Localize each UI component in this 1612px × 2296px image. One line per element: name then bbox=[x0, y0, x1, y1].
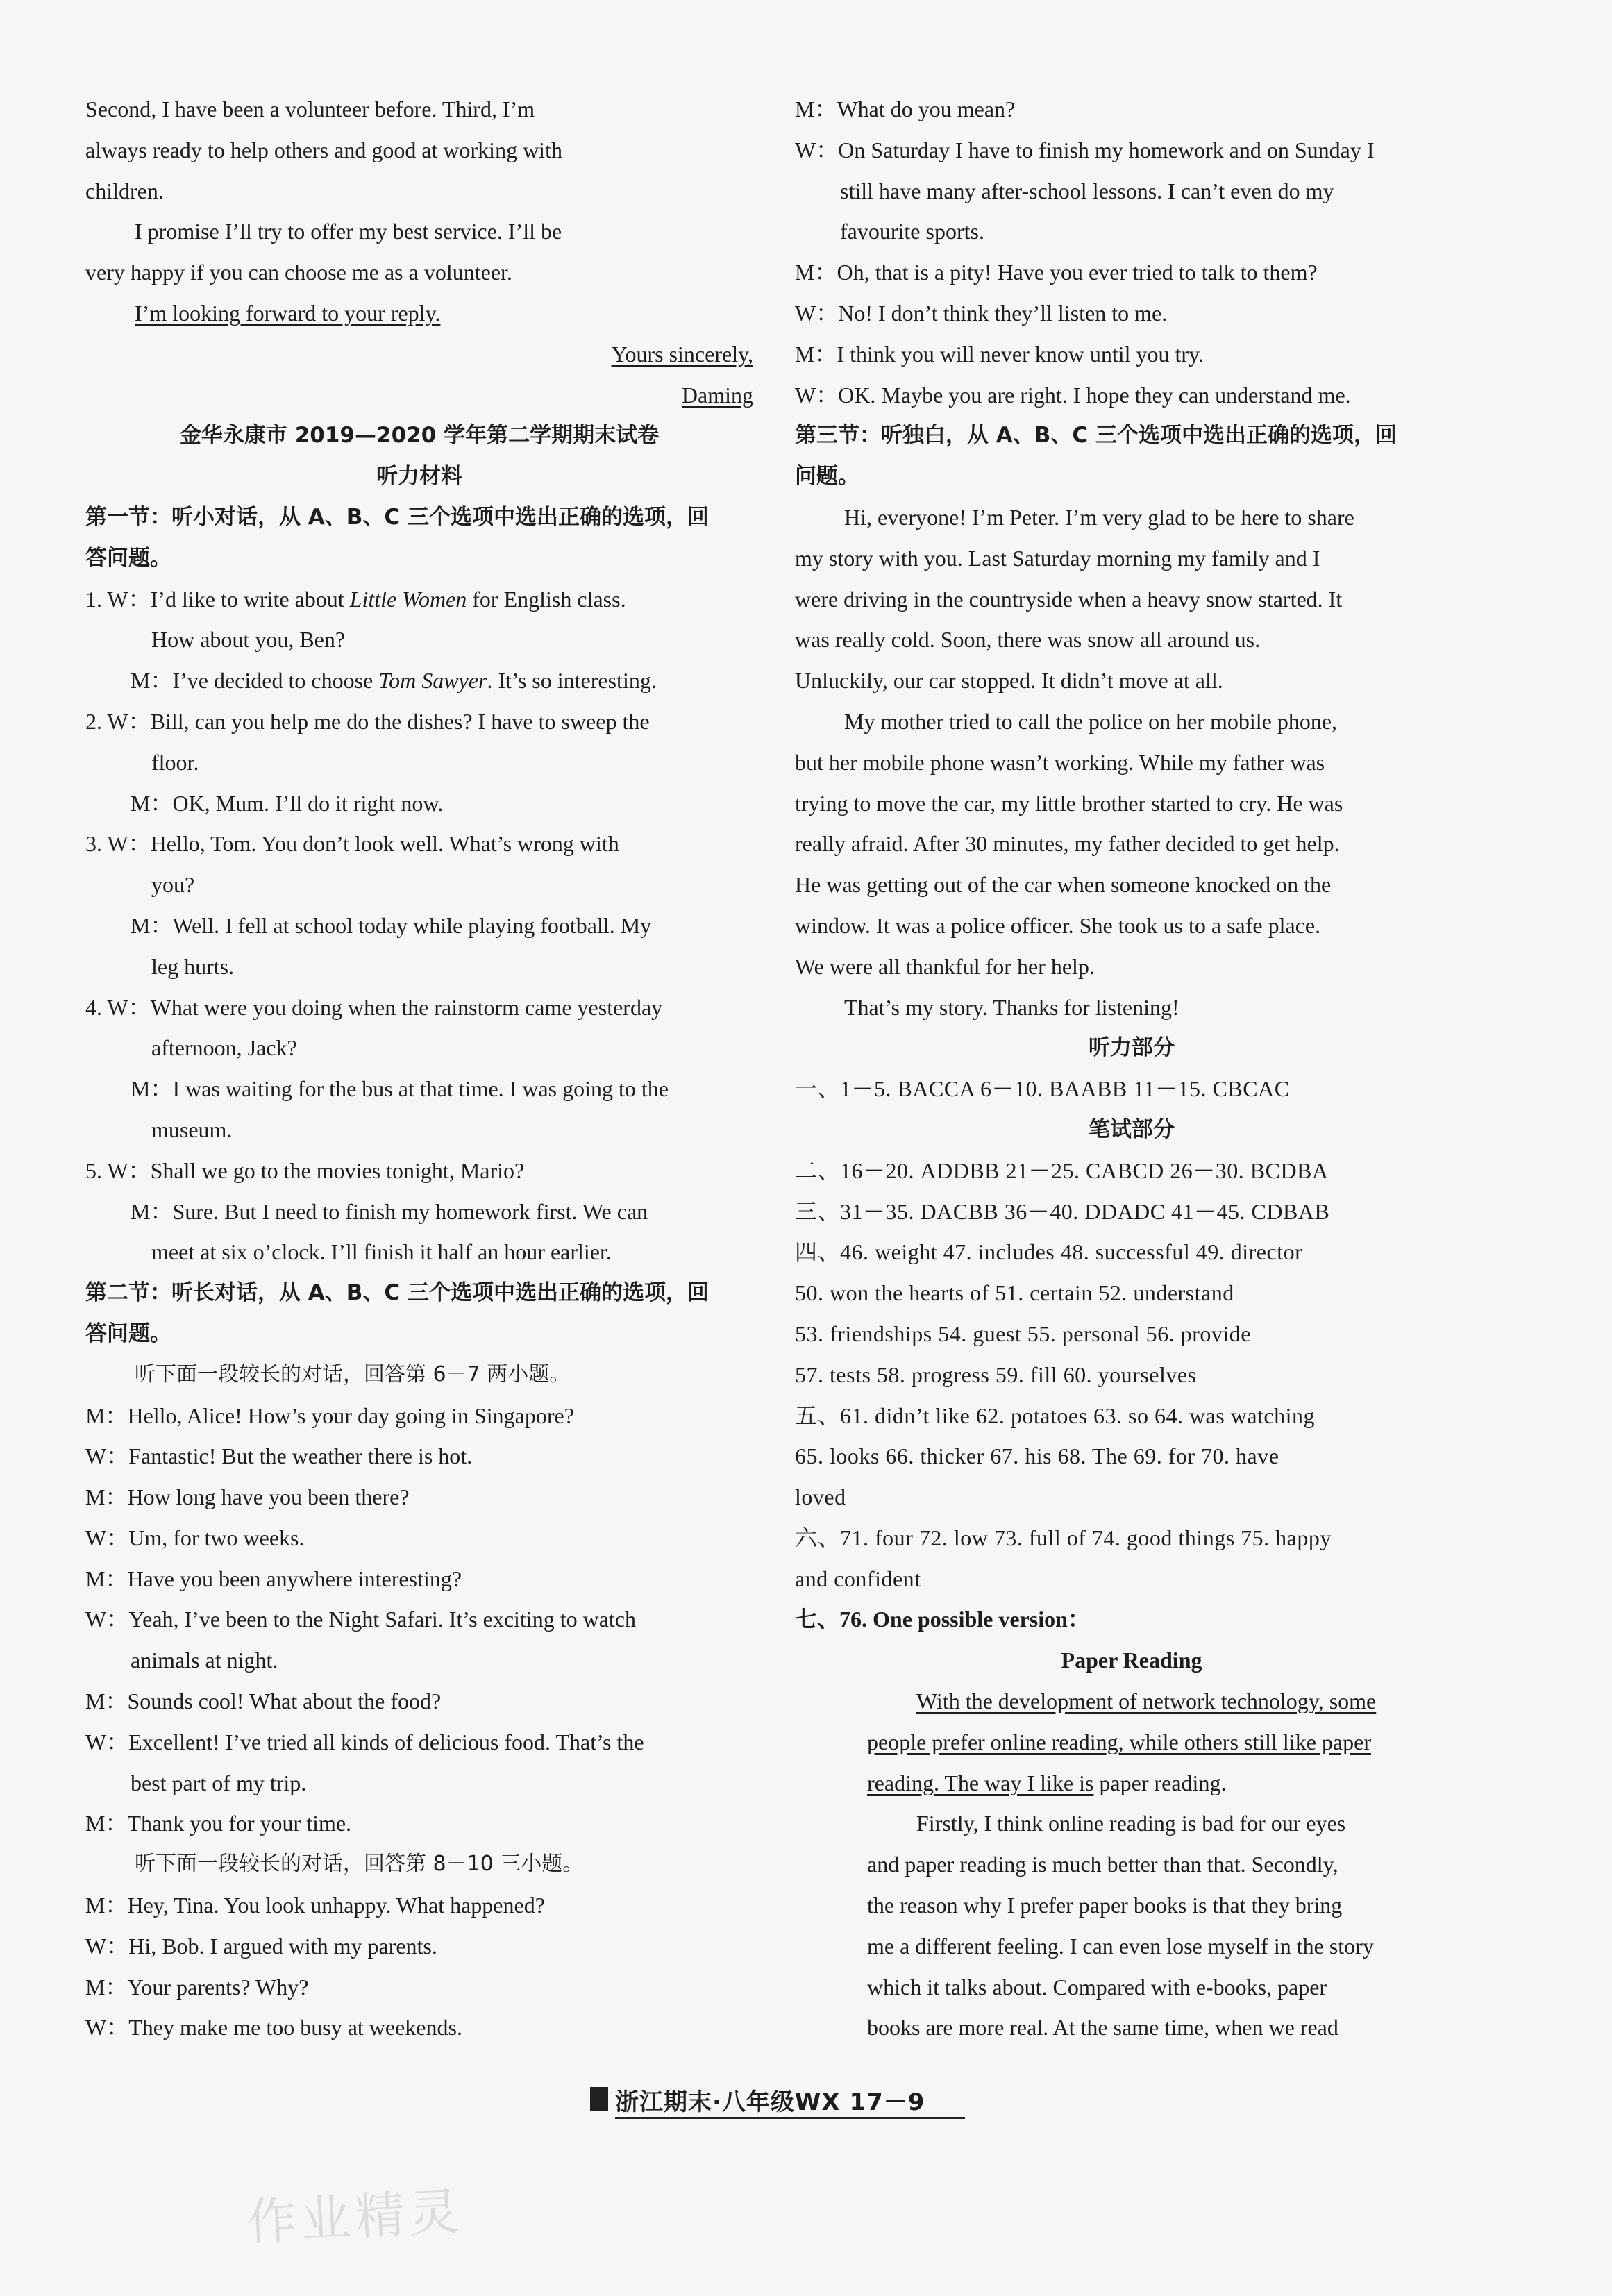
footer-text: 浙江期末·八年级WX 17－9 bbox=[615, 2088, 925, 2116]
text-line: Second, I have been a volunteer before. Third, I’m bbox=[85, 97, 535, 121]
section-header: 答问题。 bbox=[85, 1321, 171, 1346]
left-column bbox=[85, 89, 753, 2048]
part-title: 笔试部分 bbox=[1089, 1116, 1175, 1142]
essay-line: With the development of network technology, some bbox=[916, 1689, 1377, 1714]
monologue-line: really afraid. After 30 minutes, my father decided to get help. bbox=[795, 831, 1340, 857]
question-line: 1. W：I’d like to write about Little Women for English class. bbox=[85, 586, 626, 612]
dialog-line: still have many after-school lessons. I can’t even do my bbox=[840, 178, 1334, 203]
answer-line: 六、71. four 72. low 73. full of 74. good things 75. happy bbox=[795, 1525, 1332, 1550]
dialog-line: animals at night. bbox=[131, 1648, 278, 1673]
question-line: 2. W：Bill, can you help me do the dishes? I have to sweep the bbox=[85, 708, 650, 734]
monologue-line: trying to move the car, my little brother started to cry. He was bbox=[795, 790, 1343, 816]
question-line: M：I was waiting for the bus at that time. I was going to the bbox=[131, 1076, 669, 1102]
answer-line: 一、1－5. BACCA 6－10. BAABB 11－15. CBCAC bbox=[795, 1076, 1290, 1102]
dialog-line: W：They make me too busy at weekends. bbox=[85, 2015, 462, 2041]
dialog-line: best part of my trip. bbox=[131, 1770, 307, 1795]
monologue-line: my story with you. Last Saturday morning my family and I bbox=[795, 545, 1320, 571]
monologue-line: My mother tried to call the police on her mobile phone, bbox=[844, 708, 1338, 734]
monologue-line: Unluckily, our car stopped. It didn’t move at all. bbox=[795, 668, 1223, 694]
dialog-line: M：What do you mean? bbox=[795, 97, 1016, 121]
watermark: 作业精灵 bbox=[245, 2181, 465, 2252]
text-line: very happy if you can choose me as a volunteer. bbox=[85, 260, 512, 285]
section-header: 第二节：听长对话，从 A、B、C 三个选项中选出正确的选项，回 bbox=[85, 1280, 709, 1306]
dialog-line: M：Hello, Alice! How’s your day going in Singapore? bbox=[85, 1402, 574, 1428]
essay-line: reading. The way I like is paper reading. bbox=[867, 1770, 1227, 1795]
answer-line: and confident bbox=[795, 1566, 921, 1591]
dialog-intro: 听下面一段较长的对话，回答第 8－10 三小题。 bbox=[135, 1852, 584, 1877]
dialog-line: M：How long have you been there? bbox=[85, 1484, 410, 1510]
answer-line: 四、46. weight 47. includes 48. successful 49. director bbox=[795, 1239, 1303, 1265]
text-line: I promise I’ll try to offer my best service. I’ll be bbox=[135, 219, 562, 244]
essay-line: and paper reading is much better than that. Secondly, bbox=[867, 1852, 1338, 1877]
exam-subtitle: 听力材料 bbox=[376, 464, 462, 489]
dialog-line: W：Fantastic! But the weather there is hot. bbox=[85, 1443, 473, 1469]
exam-title: 金华永康市 2019—2020 学年第二学期期末试卷 bbox=[179, 423, 660, 449]
question-line: M：Well. I fell at school today while playing football. My bbox=[131, 912, 652, 938]
essay-line: books are more real. At the same time, when we read bbox=[867, 2015, 1338, 2041]
footer-block-icon bbox=[590, 2087, 608, 2111]
monologue-line: were driving in the countryside when a heavy snow started. It bbox=[795, 586, 1343, 612]
question-line: leg hurts. bbox=[151, 953, 235, 979]
monologue-line: but her mobile phone wasn’t working. While my father was bbox=[795, 749, 1325, 775]
answer-line: loved bbox=[795, 1484, 846, 1510]
monologue-line: was really cold. Soon, there was snow all around us. bbox=[795, 627, 1261, 653]
question-line: you? bbox=[151, 872, 195, 898]
dialog-line: M：Sounds cool! What about the food? bbox=[85, 1689, 442, 1714]
dialog-line: M：Hey, Tina. You look unhappy. What happened? bbox=[85, 1893, 545, 1918]
monologue-line: He was getting out of the car when someone knocked on the bbox=[795, 872, 1332, 898]
dialog-line: W：OK. Maybe you are right. I hope they can understand me. bbox=[795, 382, 1351, 408]
footer-rule bbox=[615, 2117, 965, 2119]
question-line: floor. bbox=[151, 749, 199, 775]
monologue-line: We were all thankful for her help. bbox=[795, 953, 1095, 979]
section-header: 第三节：听独白，从 A、B、C 三个选项中选出正确的选项，回 bbox=[795, 423, 1397, 449]
dialog-line: W：Yeah, I’ve been to the Night Safari. It’s exciting to watch bbox=[85, 1607, 636, 1632]
dialog-line: M：Oh, that is a pity! Have you ever tried to talk to them? bbox=[795, 260, 1318, 285]
essay-title: Paper Reading bbox=[1061, 1648, 1202, 1673]
section-header: 答问题。 bbox=[85, 545, 171, 571]
question-line: M：Sure. But I need to finish my homework first. We can bbox=[131, 1198, 648, 1224]
dialog-line: M：Have you been anywhere interesting? bbox=[85, 1566, 462, 1591]
answer-line: 65. looks 66. thicker 67. his 68. The 69. for 70. have bbox=[795, 1443, 1279, 1469]
monologue-line: Hi, everyone! I’m Peter. I’m very glad to be here to share bbox=[844, 504, 1354, 530]
answer-line: 50. won the hearts of 51. certain 52. understand bbox=[795, 1280, 1234, 1306]
answer-line: 七、76. One possible version： bbox=[795, 1607, 1090, 1632]
question-line: M：OK, Mum. I’ll do it right now. bbox=[131, 790, 444, 816]
essay-line: which it talks about. Compared with e-books, paper bbox=[867, 1974, 1327, 2000]
page-footer bbox=[590, 2080, 965, 2119]
monologue-line: That’s my story. Thanks for listening! bbox=[844, 994, 1179, 1020]
question-line: M：I’ve decided to choose Tom Sawyer. It’s so interesting. bbox=[131, 668, 657, 694]
monologue-line: window. It was a police officer. She took us to a safe place. bbox=[795, 912, 1321, 938]
essay-line: people prefer online reading, while others still like paper bbox=[867, 1729, 1371, 1754]
text-line: always ready to help others and good at working with bbox=[85, 137, 562, 162]
section-header: 问题。 bbox=[795, 464, 859, 489]
question-line: 3. W：Hello, Tom. You don’t look well. What’s wrong with bbox=[85, 831, 619, 857]
question-line: 5. W：Shall we go to the movies tonight, Mario? bbox=[85, 1157, 525, 1183]
question-line: meet at six o’clock. I’ll finish it half an hour earlier. bbox=[151, 1239, 612, 1265]
letter-reply: I’m looking forward to your reply. bbox=[135, 300, 441, 326]
dialog-line: W：No! I don’t think they’ll listen to me. bbox=[795, 300, 1168, 326]
answer-line: 五、61. didn’t like 62. potatoes 63. so 64. was watching bbox=[795, 1402, 1316, 1428]
letter-signature: Daming bbox=[681, 382, 753, 408]
answer-line: 三、31－35. DACBB 36－40. DDADC 41－45. CDBAB bbox=[795, 1198, 1330, 1224]
dialog-line: W：Excellent! I’ve tried all kinds of delicious food. That’s the bbox=[85, 1729, 644, 1754]
text-line: children. bbox=[85, 178, 164, 203]
question-line: afternoon, Jack? bbox=[151, 1035, 297, 1061]
part-title: 听力部分 bbox=[1089, 1035, 1175, 1061]
dialog-line: W：On Saturday I have to finish my homework and on Sunday I bbox=[795, 137, 1375, 162]
dialog-line: W：Um, for two weeks. bbox=[85, 1525, 305, 1550]
dialog-line: W：Hi, Bob. I argued with my parents. bbox=[85, 1933, 437, 1959]
section-header: 第一节：听小对话，从 A、B、C 三个选项中选出正确的选项，回 bbox=[85, 504, 709, 530]
dialog-line: M：I think you will never know until you try. bbox=[795, 341, 1204, 367]
question-line: 4. W：What were you doing when the rainstorm came yesterday bbox=[85, 994, 663, 1020]
dialog-intro: 听下面一段较长的对话，回答第 6－7 两小题。 bbox=[135, 1361, 571, 1386]
right-column bbox=[795, 89, 1468, 2048]
answer-line: 57. tests 58. progress 59. fill 60. yourselves bbox=[795, 1361, 1197, 1387]
essay-line: Firstly, I think online reading is bad for our eyes bbox=[916, 1811, 1346, 1836]
essay-line: me a different feeling. I can even lose myself in the story bbox=[867, 1933, 1374, 1959]
letter-closing: Yours sincerely, bbox=[611, 341, 753, 367]
question-line: How about you, Ben? bbox=[151, 627, 346, 653]
dialog-line: favourite sports. bbox=[840, 219, 984, 244]
dialog-line: M：Your parents? Why? bbox=[85, 1974, 309, 2000]
dialog-line: M：Thank you for your time. bbox=[85, 1811, 352, 1836]
answer-line: 二、16－20. ADDBB 21－25. CABCD 26－30. BCDBA bbox=[795, 1157, 1329, 1183]
answer-line: 53. friendships 54. guest 55. personal 56. provide bbox=[795, 1321, 1251, 1346]
question-line: museum. bbox=[151, 1116, 233, 1142]
essay-line: the reason why I prefer paper books is that they bring bbox=[867, 1893, 1343, 1918]
